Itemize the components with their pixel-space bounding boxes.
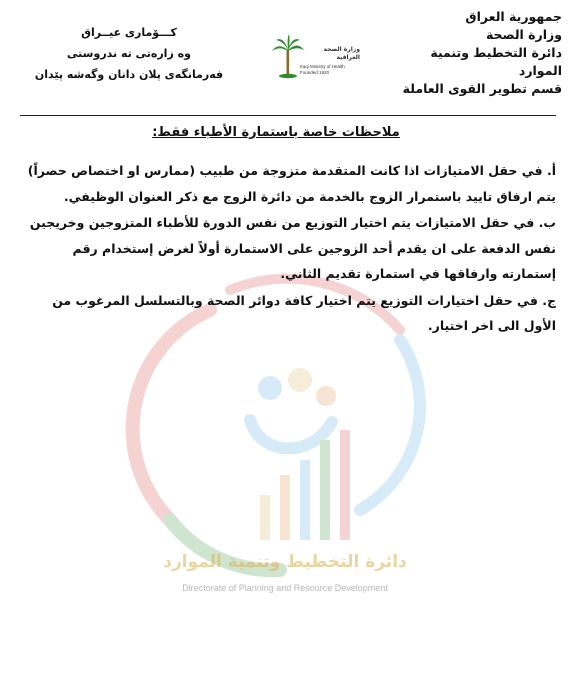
logo-name-en: Iraqi Ministry of Health (300, 64, 345, 69)
watermark-text-en: Directorate of Planning and Resource Development (182, 583, 388, 593)
notes-section (24, 122, 556, 339)
note-item-b: ب. في حقل الامتيازات يتم اختيار التوزيع من نفس الدورة للأطباء المتزوجين وخريجين نفس الدفعة على ان يقدم أحد الزوجين على الاستمارة أولاً لغرض إستخدام رقم إستمارته وارفاقها في استمارة تقديم الثاني. (29, 215, 556, 281)
header-ku-line-3: فەرمانگەی پلان دانان وگەشە پێدان (34, 68, 224, 81)
header-ar-line-1: جمهورية العراق (465, 9, 562, 24)
header-ku-line-2: وه زارەتى ته ندروستى (67, 47, 191, 60)
header-ar-line-4: قسم تطوير القوى العاملة (402, 81, 562, 96)
header-ar-line-2: وزارة الصحة (485, 27, 562, 42)
watermark-text-ar: دائرة التخطيط وتنمية الموارد (163, 552, 407, 572)
logo-founded: Founded 1920 (300, 70, 330, 75)
note-item-c: ج. في حقل اختيارات التوزيع يتم اختيار كافة دوائر الصحة وبالتسلسل المرغوب من الأول الى اخر اختيار. (52, 292, 556, 333)
header-divider (20, 115, 556, 116)
notes-title: ملاحظات خاصة باستمارة الأطباء فقط: (152, 125, 400, 140)
header-kurdish-block (14, 22, 244, 85)
header-arabic-block (392, 8, 562, 98)
header-ku-line-1: كـــۆماری عيــراق (81, 26, 177, 39)
logo-name-ar: وزارة الصحة العراقية (323, 46, 360, 61)
ministry-logo (262, 24, 358, 88)
header-ar-line-3: دائرة التخطيط وتنمية الموارد (430, 45, 562, 78)
note-item-a: أ. في حقل الامتيازات اذا كانت المتقدمة متزوجة من طبيب (ممارس او اختصاص حصراً) يتم ارفاق تاييد باستمرار الزوج بالخدمة من دائرة الزوج مع ذكر العنوان الوظيفي. (27, 163, 556, 204)
